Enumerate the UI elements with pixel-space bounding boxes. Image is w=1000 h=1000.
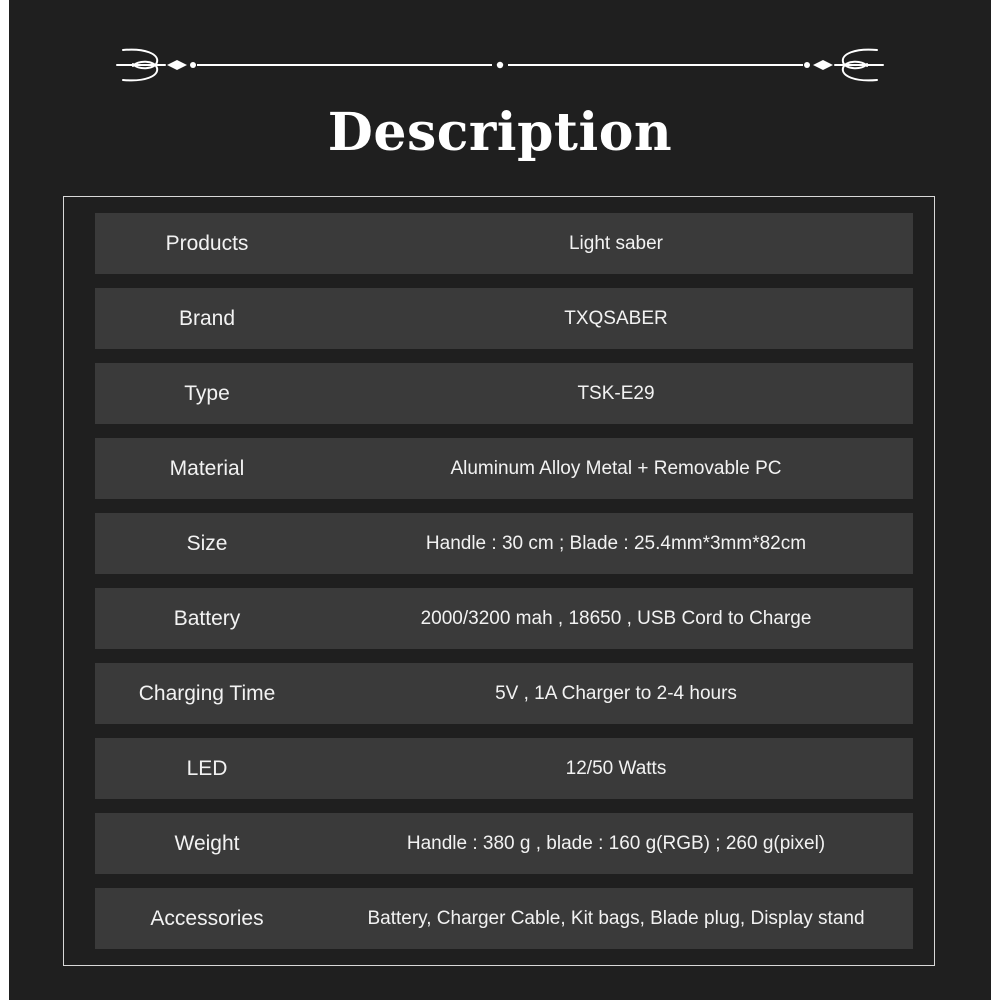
- spec-row-material: [95, 438, 913, 499]
- page-title: Description: [327, 102, 673, 163]
- spec-row-accessories: [95, 888, 913, 949]
- spec-row-weight: [95, 813, 913, 874]
- spec-label: LED: [186, 757, 228, 780]
- spec-label: Material: [169, 457, 245, 480]
- flourish-divider-icon: [115, 40, 885, 90]
- spec-row-brand: [95, 288, 913, 349]
- spec-row-size: [95, 513, 913, 574]
- spec-value: Battery, Charger Cable, Kit bags, Blade plug, Display stand: [367, 908, 865, 929]
- spec-row-type: [95, 363, 913, 424]
- spec-label: Charging Time: [138, 682, 276, 705]
- spec-label: Weight: [174, 832, 240, 855]
- spec-label: Size: [186, 532, 228, 555]
- spec-value: 12/50 Watts: [565, 758, 667, 779]
- spec-row-led: [95, 738, 913, 799]
- spec-label: Battery: [173, 607, 241, 630]
- spec-value: Handle : 380 g , blade : 160 g(RGB) ; 260 g(pixel): [406, 833, 826, 854]
- spec-value: 2000/3200 mah , 18650 , USB Cord to Charge: [420, 608, 812, 629]
- spec-value: Aluminum Alloy Metal + Removable PC: [450, 458, 782, 479]
- spec-value: TXQSABER: [564, 308, 668, 329]
- spec-label: Type: [184, 382, 230, 405]
- spec-value: TSK-E29: [577, 383, 655, 404]
- spec-value: Handle : 30 cm ; Blade : 25.4mm*3mm*82cm: [425, 533, 807, 554]
- spec-row-battery: [95, 588, 913, 649]
- spec-row-products: [95, 213, 913, 274]
- spec-value: 5V , 1A Charger to 2-4 hours: [495, 683, 737, 704]
- spec-value: Light saber: [568, 233, 663, 254]
- spec-label: Accessories: [150, 907, 264, 930]
- spec-label: Brand: [178, 307, 236, 330]
- spec-row-charging-time: [95, 663, 913, 724]
- spec-label: Products: [165, 232, 249, 255]
